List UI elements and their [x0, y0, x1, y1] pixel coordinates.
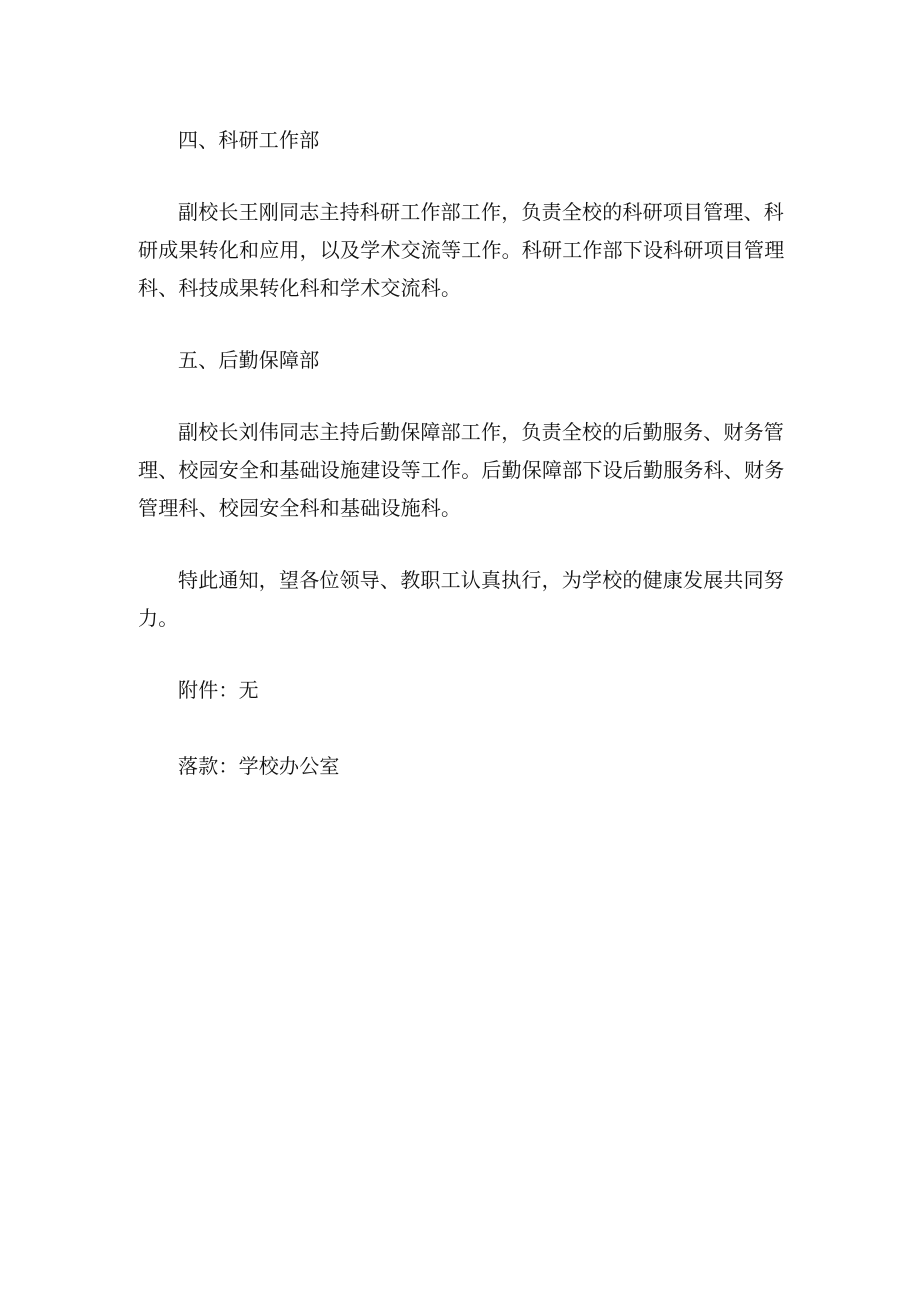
section-body-research: 副校长王刚同志主持科研工作部工作，负责全校的科研项目管理、科研成果转化和应用，以及学术交流等工作。科研工作部下设科研项目管理科、科技成果转化科和学术交流科。	[138, 200, 785, 300]
section-heading-logistics: 五、后勤保障部	[178, 348, 320, 372]
section-heading-research: 四、科研工作部	[178, 128, 320, 152]
signature-line: 落款：学校办公室	[178, 754, 340, 778]
closing-paragraph: 特此通知，望各位领导、教职工认真执行，为学校的健康发展共同努力。	[138, 568, 784, 630]
section-body-logistics: 副校长刘伟同志主持后勤保障部工作，负责全校的后勤服务、财务管理、校园安全和基础设施建设等工作。后勤保障部下设后勤服务科、财务管理科、校园安全科和基础设施科。	[138, 420, 785, 520]
document-content	[138, 121, 786, 823]
attachment-line: 附件：无	[178, 678, 259, 702]
